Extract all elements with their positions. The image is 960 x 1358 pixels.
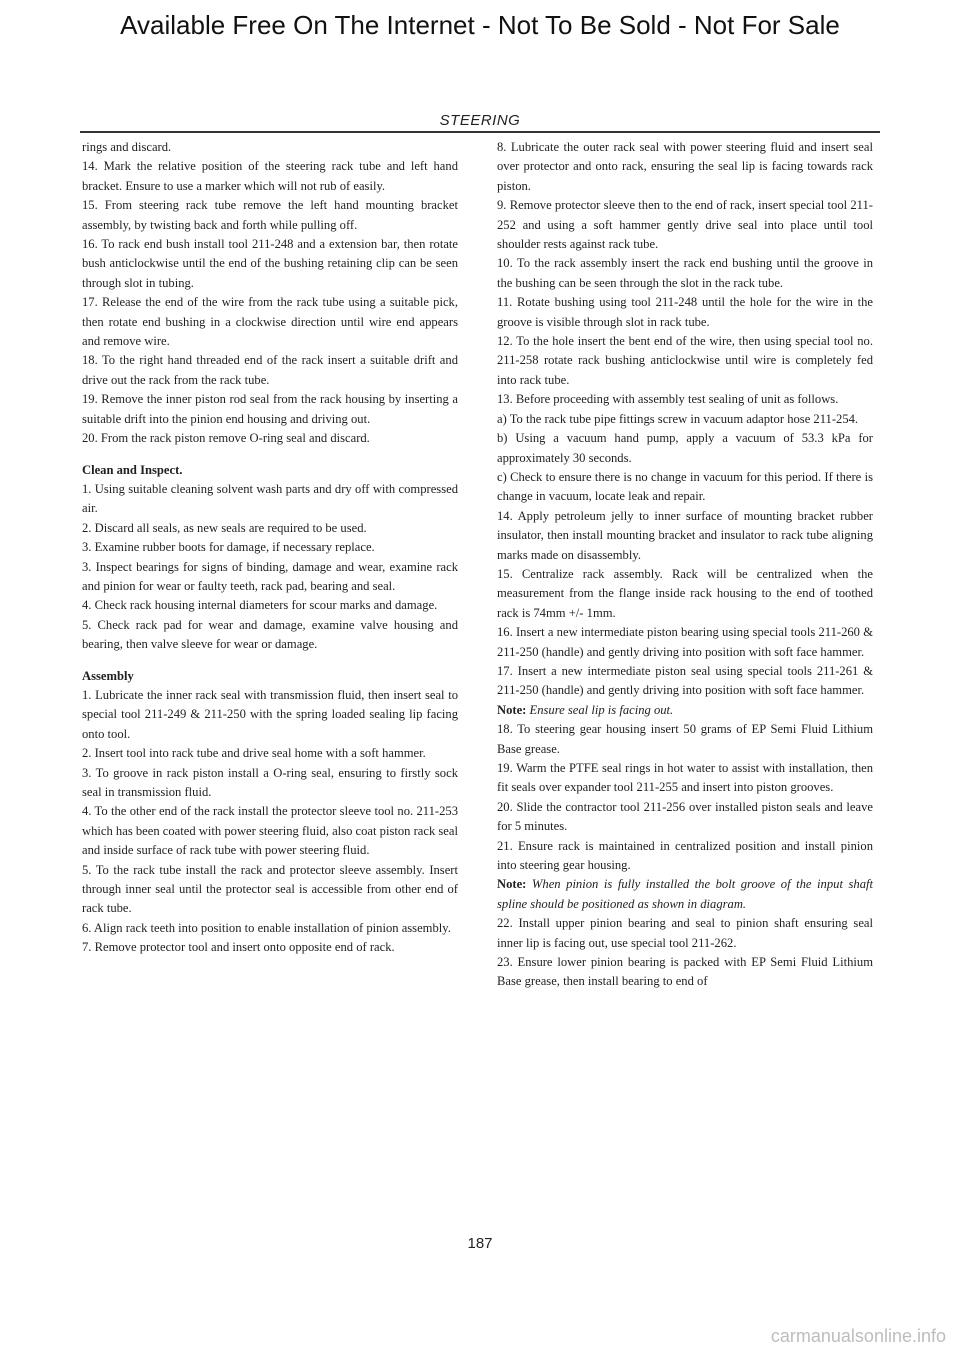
assembly-step: 3. To groove in rack piston install a O-ring seal, ensuring to firstly sock seal in transmission fluid.: [82, 765, 458, 799]
paragraph: rings and discard.: [82, 140, 172, 154]
step-20: 20. From the rack piston remove O-ring seal and discard.: [82, 431, 370, 446]
assembly-step: 22. Install upper pinion bearing and seal to pinion shaft ensuring seal inner lip is facing out, use special tool 211-262.: [497, 916, 873, 950]
assembly-step: 12. To the hole insert the bent end of the wire, then using special tool no. 211-258 rotate rack bushing anticlockwise until wire is completely fed into rack tube.: [497, 334, 873, 387]
sub-step: c) Check to ensure there is no change in vacuum for this period. If there is change in vacuum, locate leak and repair.: [497, 469, 873, 504]
step-18: 18. To the right hand threaded end of the rack insert a suitable drift and drive out the rack from the rack tube.: [82, 353, 458, 387]
availability-banner: Available Free On The Internet - Not To Be Sold - Not For Sale: [120, 10, 840, 40]
clean-step: 5. Check rack pad for wear and damage, examine valve housing and bearing, then valve sleeve for wear or damage.: [82, 617, 458, 652]
note-text: When pinion is fully installed the bolt groove of the input shaft spline should be positioned as shown in diagram.: [497, 877, 873, 911]
assembly-heading: Assembly: [82, 668, 134, 683]
page-number: 187: [467, 1235, 493, 1252]
note: [497, 701, 873, 720]
step-15: 15. From steering rack tube remove the left hand mounting bracket assembly, by twisting back and forth while pulling off.: [82, 198, 458, 232]
assembly-step: 5. To the rack tube install the rack and protector sleeve assembly. Insert through inner seal until the protector seal is accessible from other end of rack tube.: [82, 862, 458, 916]
assembly-step: 20. Slide the contractor tool 211-256 over installed piston seals and leave for 5 minutes.: [497, 799, 873, 834]
assembly-step: 16. Insert a new intermediate piston bearing using special tools 211-260 & 211-250 (handle) and gently driving into position with soft face hammer.: [497, 625, 873, 659]
right-column: [497, 138, 873, 992]
section-title: STEERING: [439, 112, 521, 129]
assembly-step: 18. To steering gear housing insert 50 grams of EP Semi Fluid Lithium Base grease.: [497, 722, 873, 756]
assembly-step: 9. Remove protector sleeve then to the end of rack, insert special tool 211-252 and using a soft hammer gently drive seal into place until tool shoulder rests against rack tube.: [497, 198, 873, 252]
note: [497, 875, 873, 914]
clean-inspect-heading: Clean and Inspect.: [82, 462, 183, 477]
step-16: 16. To rack end bush install tool 211-248 and a extension bar, then rotate bush anticlockwise until the end of the bushing retaining clip can be seen through slot in tubing.: [82, 237, 458, 290]
note-text: Ensure seal lip is facing out.: [529, 702, 674, 717]
assembly-step: 1. Lubricate the inner rack seal with transmission fluid, then insert seal to special tool 211-249 & 211-250 with the spring loaded sealing lip facing onto tool.: [82, 687, 458, 741]
assembly-step: 21. Ensure rack is maintained in centralized position and install pinion into steering gear housing.: [497, 838, 873, 873]
step-14: 14. Mark the relative position of the steering rack tube and left hand bracket. Ensure to use a marker which will not rub of easily.: [82, 159, 458, 193]
assembly-step: 15. Centralize rack assembly. Rack will be centralized when the measurement from the flange inside rack housing to the end of toothed rack is 74mm +/- 1mm.: [497, 566, 873, 620]
note-label: Note:: [497, 877, 527, 892]
assembly-step: 11. Rotate bushing using tool 211-248 until the hole for the wire in the groove is visible through slot in rack tube.: [497, 295, 873, 329]
assembly-step: 7. Remove protector tool and insert onto opposite end of rack.: [82, 940, 395, 955]
clean-step: 3. Inspect bearings for signs of binding, damage and wear, examine rack and pinion for wear or faulty teeth, rack pad, bearing and seal.: [82, 559, 458, 593]
assembly-step: 23. Ensure lower pinion bearing is packed with EP Semi Fluid Lithium Base grease, then install bearing to end of: [497, 955, 873, 989]
header-rule: [80, 131, 880, 133]
clean-step: 3. Examine rubber boots for damage, if necessary replace.: [82, 540, 375, 555]
assembly-step: 17. Insert a new intermediate piston seal using special tools 211-261 & 211-250 (handle) and gently driving into position with soft face hammer.: [497, 663, 873, 698]
assembly-step: 2. Insert tool into rack tube and drive seal home with a soft hammer.: [82, 746, 426, 761]
assembly-step: 10. To the rack assembly insert the rack end bushing until the groove in the bushing can be seen through the slot in the rack tube.: [497, 256, 873, 290]
assembly-step: 14. Apply petroleum jelly to inner surface of mounting bracket rubber insulator, then install mounting bracket and insulator to rack tube aligning marks made on disassembly.: [497, 508, 873, 562]
note-label: Note:: [497, 702, 527, 717]
step-19: 19. Remove the inner piston rod seal from the rack housing by inserting a suitable drift into the pinion end housing and driving out.: [82, 392, 458, 426]
assembly-step: 8. Lubricate the outer rack seal with power steering fluid and insert seal over protector and onto rack, ensuring the seal lip is facing towards rack piston.: [497, 140, 873, 193]
assembly-step: 19. Warm the PTFE seal rings in hot water to assist with installation, then fit seals over expander tool 211-255 and insert into piston grooves.: [497, 761, 873, 795]
left-column: [82, 138, 458, 958]
clean-step: 4. Check rack housing internal diameters for scour marks and damage.: [82, 598, 438, 613]
sub-step: b) Using a vacuum hand pump, apply a vacuum of 53.3 kPa for approximately 30 seconds.: [497, 431, 873, 465]
assembly-step: 13. Before proceeding with assembly test sealing of unit as follows.: [497, 392, 839, 407]
step-17: 17. Release the end of the wire from the rack tube using a suitable pick, then rotate end bushing in a clockwise direction until wire end appears and remove wire.: [82, 295, 458, 349]
site-watermark: carmanualsonline.info: [770, 1326, 946, 1346]
assembly-step: 4. To the other end of the rack install the protector sleeve tool no. 211-253 which has been coated with power steering fluid, also coat piston rack seal and inside surface of rack tube with power steering fluid.: [82, 804, 458, 858]
clean-step: 2. Discard all seals, as new seals are required to be used.: [82, 520, 367, 535]
clean-step: 1. Using suitable cleaning solvent wash parts and dry off with compressed air.: [82, 481, 458, 516]
sub-step: a) To the rack tube pipe fittings screw in vacuum adaptor hose 211-254.: [497, 411, 859, 426]
assembly-step: 6. Align rack teeth into position to enable installation of pinion assembly.: [82, 920, 451, 935]
